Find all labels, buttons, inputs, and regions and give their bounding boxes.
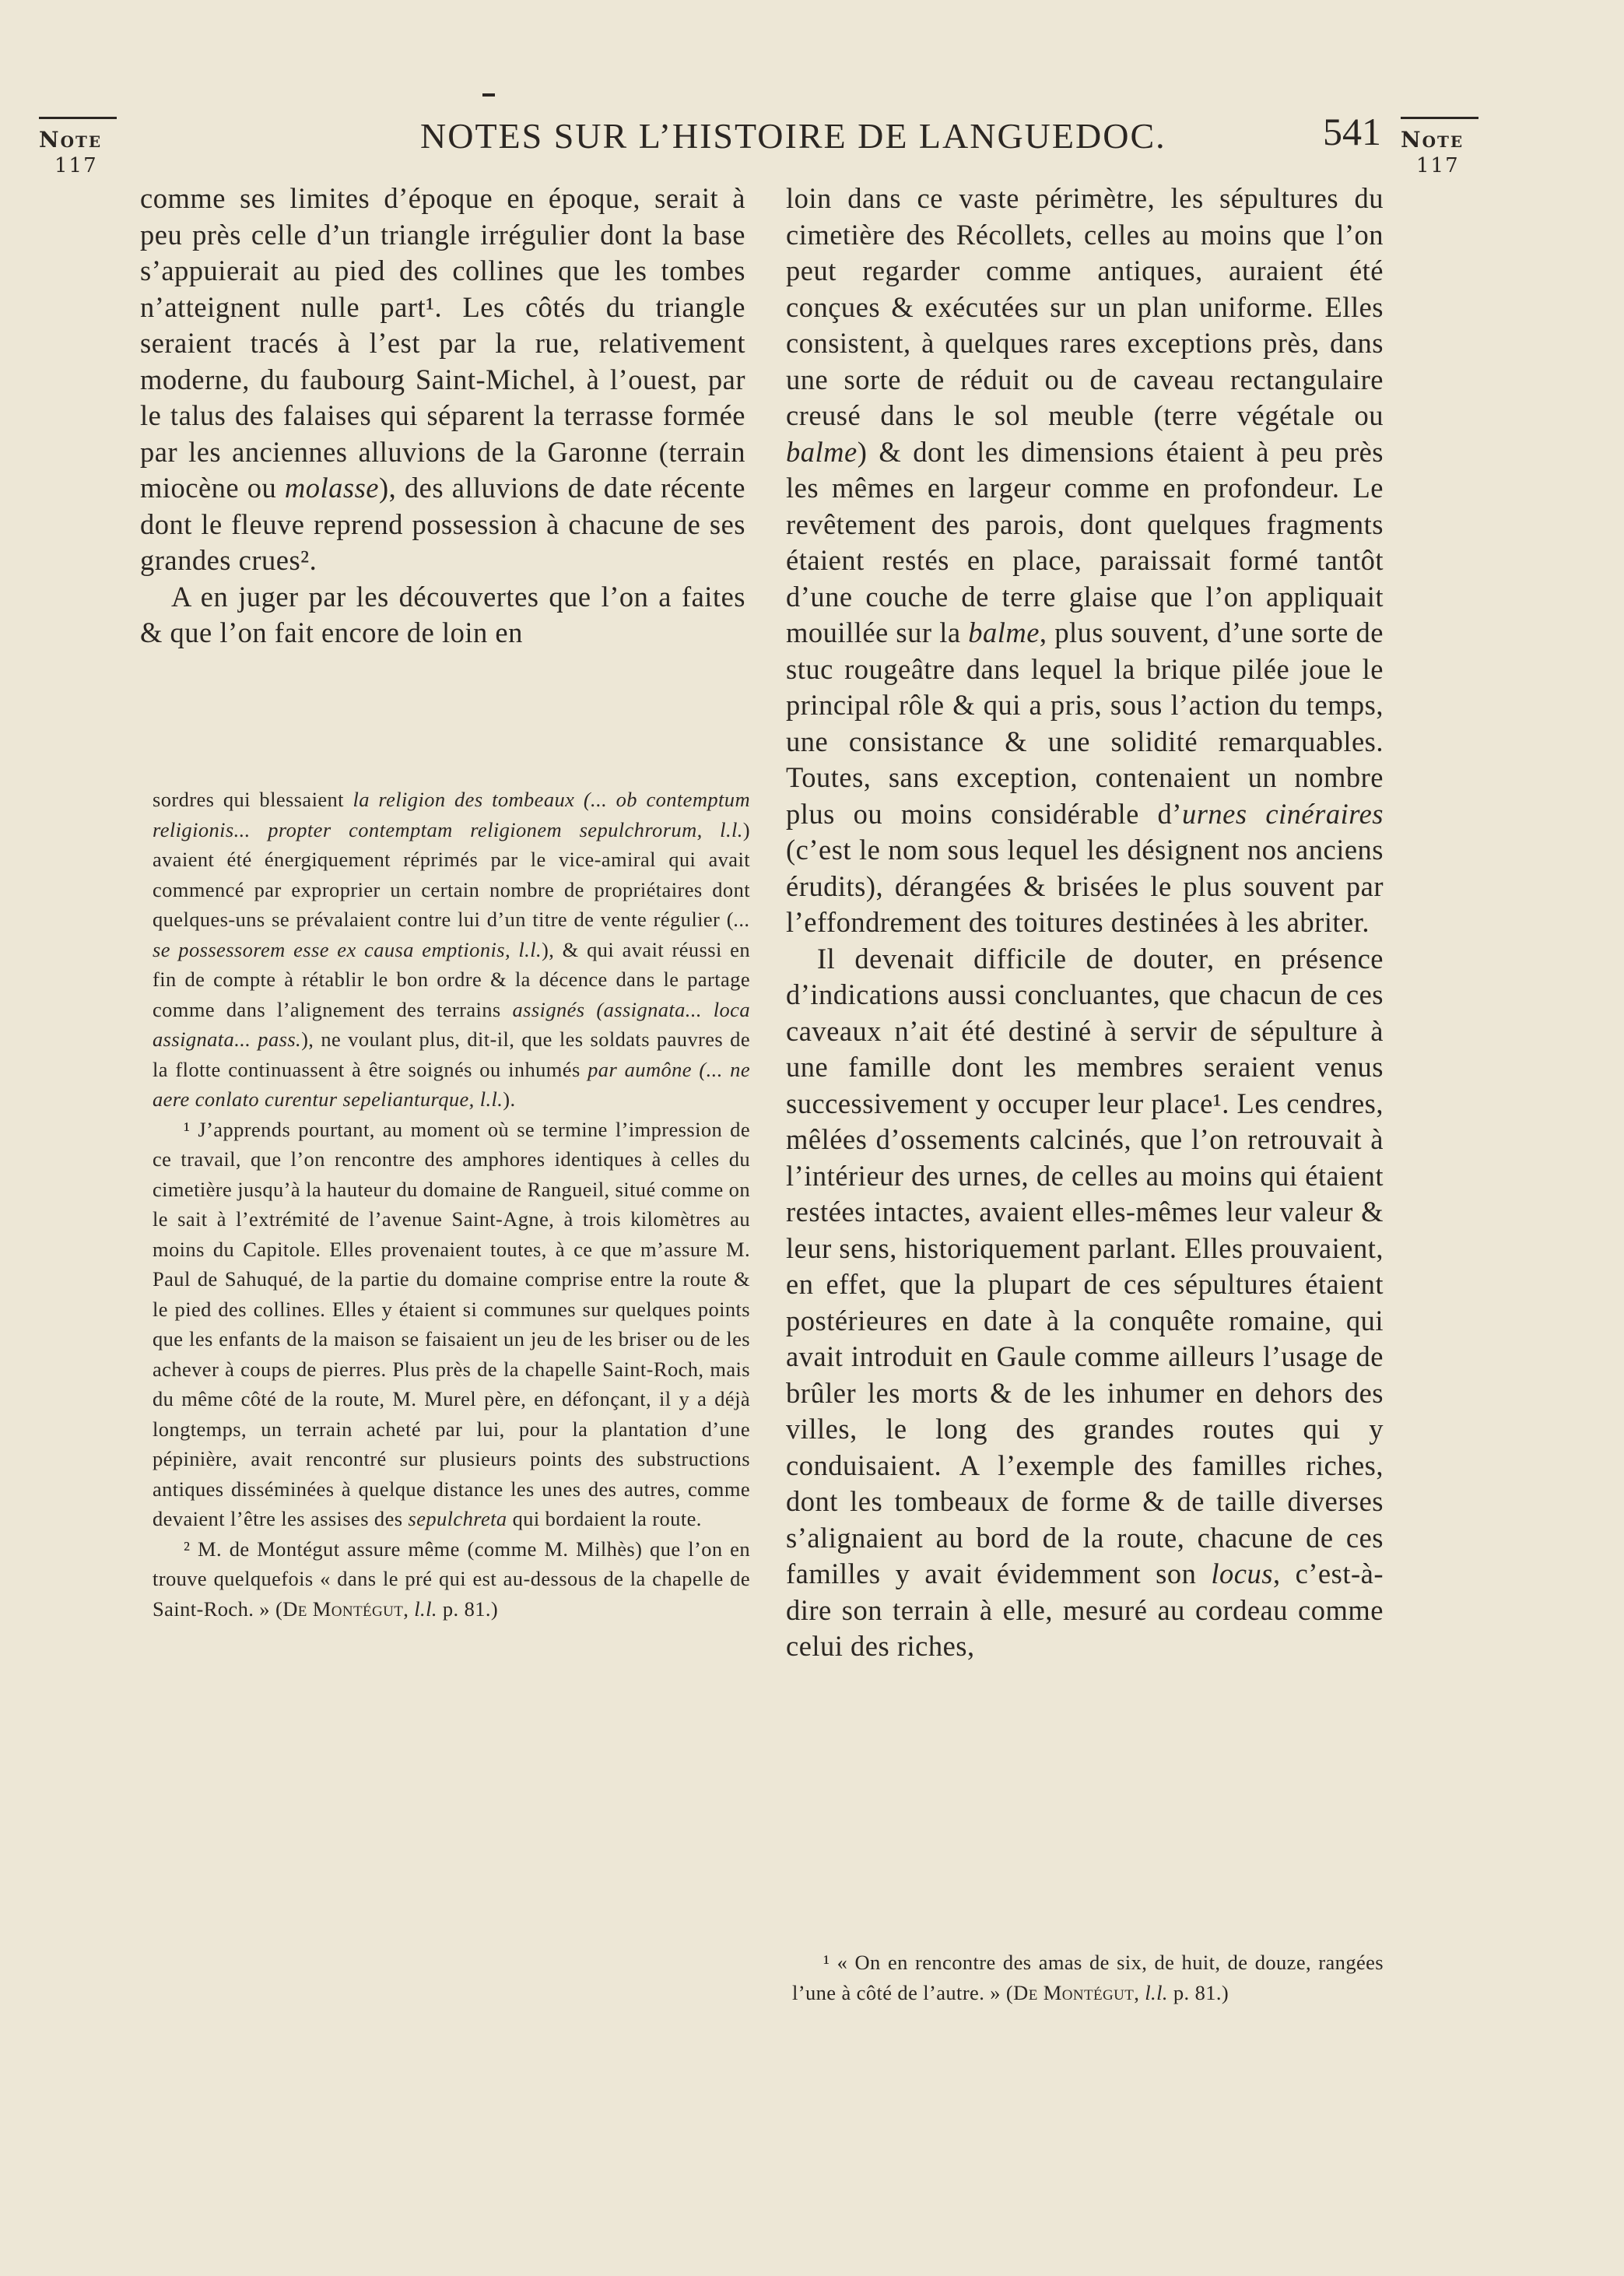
right-footnote-text xyxy=(792,1948,1384,2007)
footnote-continuation: sordres qui blessaient la religion des tombeaux (... ob contemptum religionis... propter contemptam religionem sepulchrorum, l.l.) avaient été énergiquement réprimés par le vice-amiral qui avait commencé par exproprier un certain nombre de propriétaires dont quelques-uns se prévalaient contre lui d’un titre de vente régulier (... se possessorem esse ex causa emptionis, l.l.), & qui avait réussi en fin de compte à rétablir le bon ordre & la décence dans le partage comme dans l’alignement des terrains assignés (assignata... loca assignata... pass.), ne voulant plus, dit-il, que les soldats pauvres de la flotte continuassent à être soignés ou inhumés par aumône (... ne aere conlato curentur sepelianturque, l.l.). xyxy=(153,788,750,1111)
left-paragraph-2: A en juger par les découvertes que l’on a faites & que l’on fait encore de loin en xyxy=(140,580,745,648)
right-footnote xyxy=(792,1948,1384,2007)
footnote-1: ¹ J’apprends pourtant, au moment où se termine l’impression de ce travail, que l’on rencontre des amphores identiques à celles du cimetière jusqu’à la hauteur du domaine de Rangueil, situé comme on le sait à l’extrémité de l’avenue Saint-Agne, à trois kilomètres au moins du Capitole. Elles provenaient toutes, à ce que m’assure M. Paul de Sahuqué, de la partie du domaine comprise entre la route & le pied des collines. Elles y étaient si communes sur quelques points que les enfants de la maison se faisaient un jeu de les briser ou de les achever à coups de pierres. Plus près de la chapelle Saint-Roch, mais du même côté de la route, M. Murel père, en défonçant, il y a déjà longtemps, un terrain acheté par lui, pour la plantation d’une pépinière, avait rencontré sur plusieurs points des substructions antiques disséminées à quelque distance les unes des autres, comme devaient l’être les assises des sepulchreta qui bordaient la route. xyxy=(153,1117,750,1530)
header-ornament xyxy=(482,93,495,97)
left-footnotes xyxy=(153,785,750,1624)
left-column-body xyxy=(140,181,745,652)
right-paragraph-2: Il devenait difficile de douter, en présence d’indications aussi concluantes, que chacun de ces caveaux n’ait été destiné à servir de sépulture à une famille dont les membres seraient venus successivement y occuper leur place¹. Les cendres, mêlées d’ossements calcinés, que l’on retrouvait à l’intérieur des urnes, de celles au moins qui étaient restées intactes, avaient elles-mêmes leur valeur & leur sens, historiquement parlant. Elles prouvaient, en effet, que la plupart de ces sépultures étaient postérieures en date à la conquête romaine, qui avait introduit en Gaule comme ailleurs l’usage de brûler les morts & de les inhumer en dehors des villes, le long des grandes routes qui y conduisaient. A l’exemple des familles riches, dont les tombeaux de forme & de taille diverses s’alignaient au bord de la route, chacune de ces familles y avait évidemment son locus, c’est-à-dire son terrain à elle, mesuré au cordeau comme celui des riches, xyxy=(786,942,1384,1662)
left-margin-note xyxy=(39,117,117,177)
running-title: NOTES SUR L’HISTOIRE DE LANGUEDOC. xyxy=(420,116,1166,156)
margin-note-number: 117 xyxy=(54,154,98,177)
margin-note-label: Note xyxy=(1401,127,1464,153)
right-column-body xyxy=(786,181,1384,1665)
page-number: 541 xyxy=(1323,110,1381,153)
right-body-text xyxy=(786,181,1384,1665)
margin-rule xyxy=(1401,117,1478,119)
right-margin-note xyxy=(1401,117,1478,177)
margin-note-number: 117 xyxy=(1416,154,1460,177)
left-footnote-text xyxy=(153,785,750,1624)
right-paragraph-1: loin dans ce vaste périmètre, les sépultures du cimetière des Récollets, celles au moins que l’on peut regarder comme antiques, auraient été conçues & exécutées sur un plan uniforme. Elles consistent, à quelques rares exceptions près, dans une sorte de réduit ou de caveau rectangulaire creusé dans le sol meuble (terre végétale ou balme) & dont les dimensions étaient à peu près les mêmes en largeur comme en profondeur. Le revêtement des parois, dont quelques fragments étaient restés en place, paraissait formé tantôt d’une couche de terre glaise que l’on appliquait mouillée sur la balme, plus souvent, d’une sorte de stuc rougeâtre dans lequel la brique pilée joue le principal rôle & qui a pris, sous l’action du temps, une consistance & une solidité remarquables. Toutes, sans exception, contenaient un nombre plus ou moins considérable d’urnes cinéraires (c’est le nom sous lequel les désignent nos anciens érudits), dérangées & brisées le plus souvent par l’effondrement des toitures destinées à les abriter. xyxy=(786,182,1384,938)
left-body-text xyxy=(140,181,745,652)
footnote-2: ² M. de Montégut assure même (comme M. Milhès) que l’on en trouve quelquefois « dans le pré qui est au-dessous de la chapelle de Saint-Roch. » (De Montégut, l.l. p. 81.) xyxy=(153,1537,750,1621)
margin-note-label: Note xyxy=(39,127,103,153)
footnote-1-right: ¹ « On en rencontre des amas de six, de huit, de douze, rangées l’une à côté de l’autre. » (De Montégut, l.l. p. 81.) xyxy=(792,1951,1384,2004)
margin-rule xyxy=(39,117,117,119)
left-paragraph-1: comme ses limites d’époque en époque, serait à peu près celle d’un triangle irrégulier dont la base s’appuierait au pied des collines que les tombes n’atteignent nulle part¹. Les côtés du triangle seraient tracés à l’est par la rue, relativement moderne, du faubourg Saint-Michel, à l’ouest, par le talus des falaises qui séparent la terrasse formée par les anciennes alluvions de la Garonne (terrain miocène ou molasse), des alluvions de date récente dont le fleuve reprend possession à chacune de ses grandes crues². xyxy=(140,182,745,576)
